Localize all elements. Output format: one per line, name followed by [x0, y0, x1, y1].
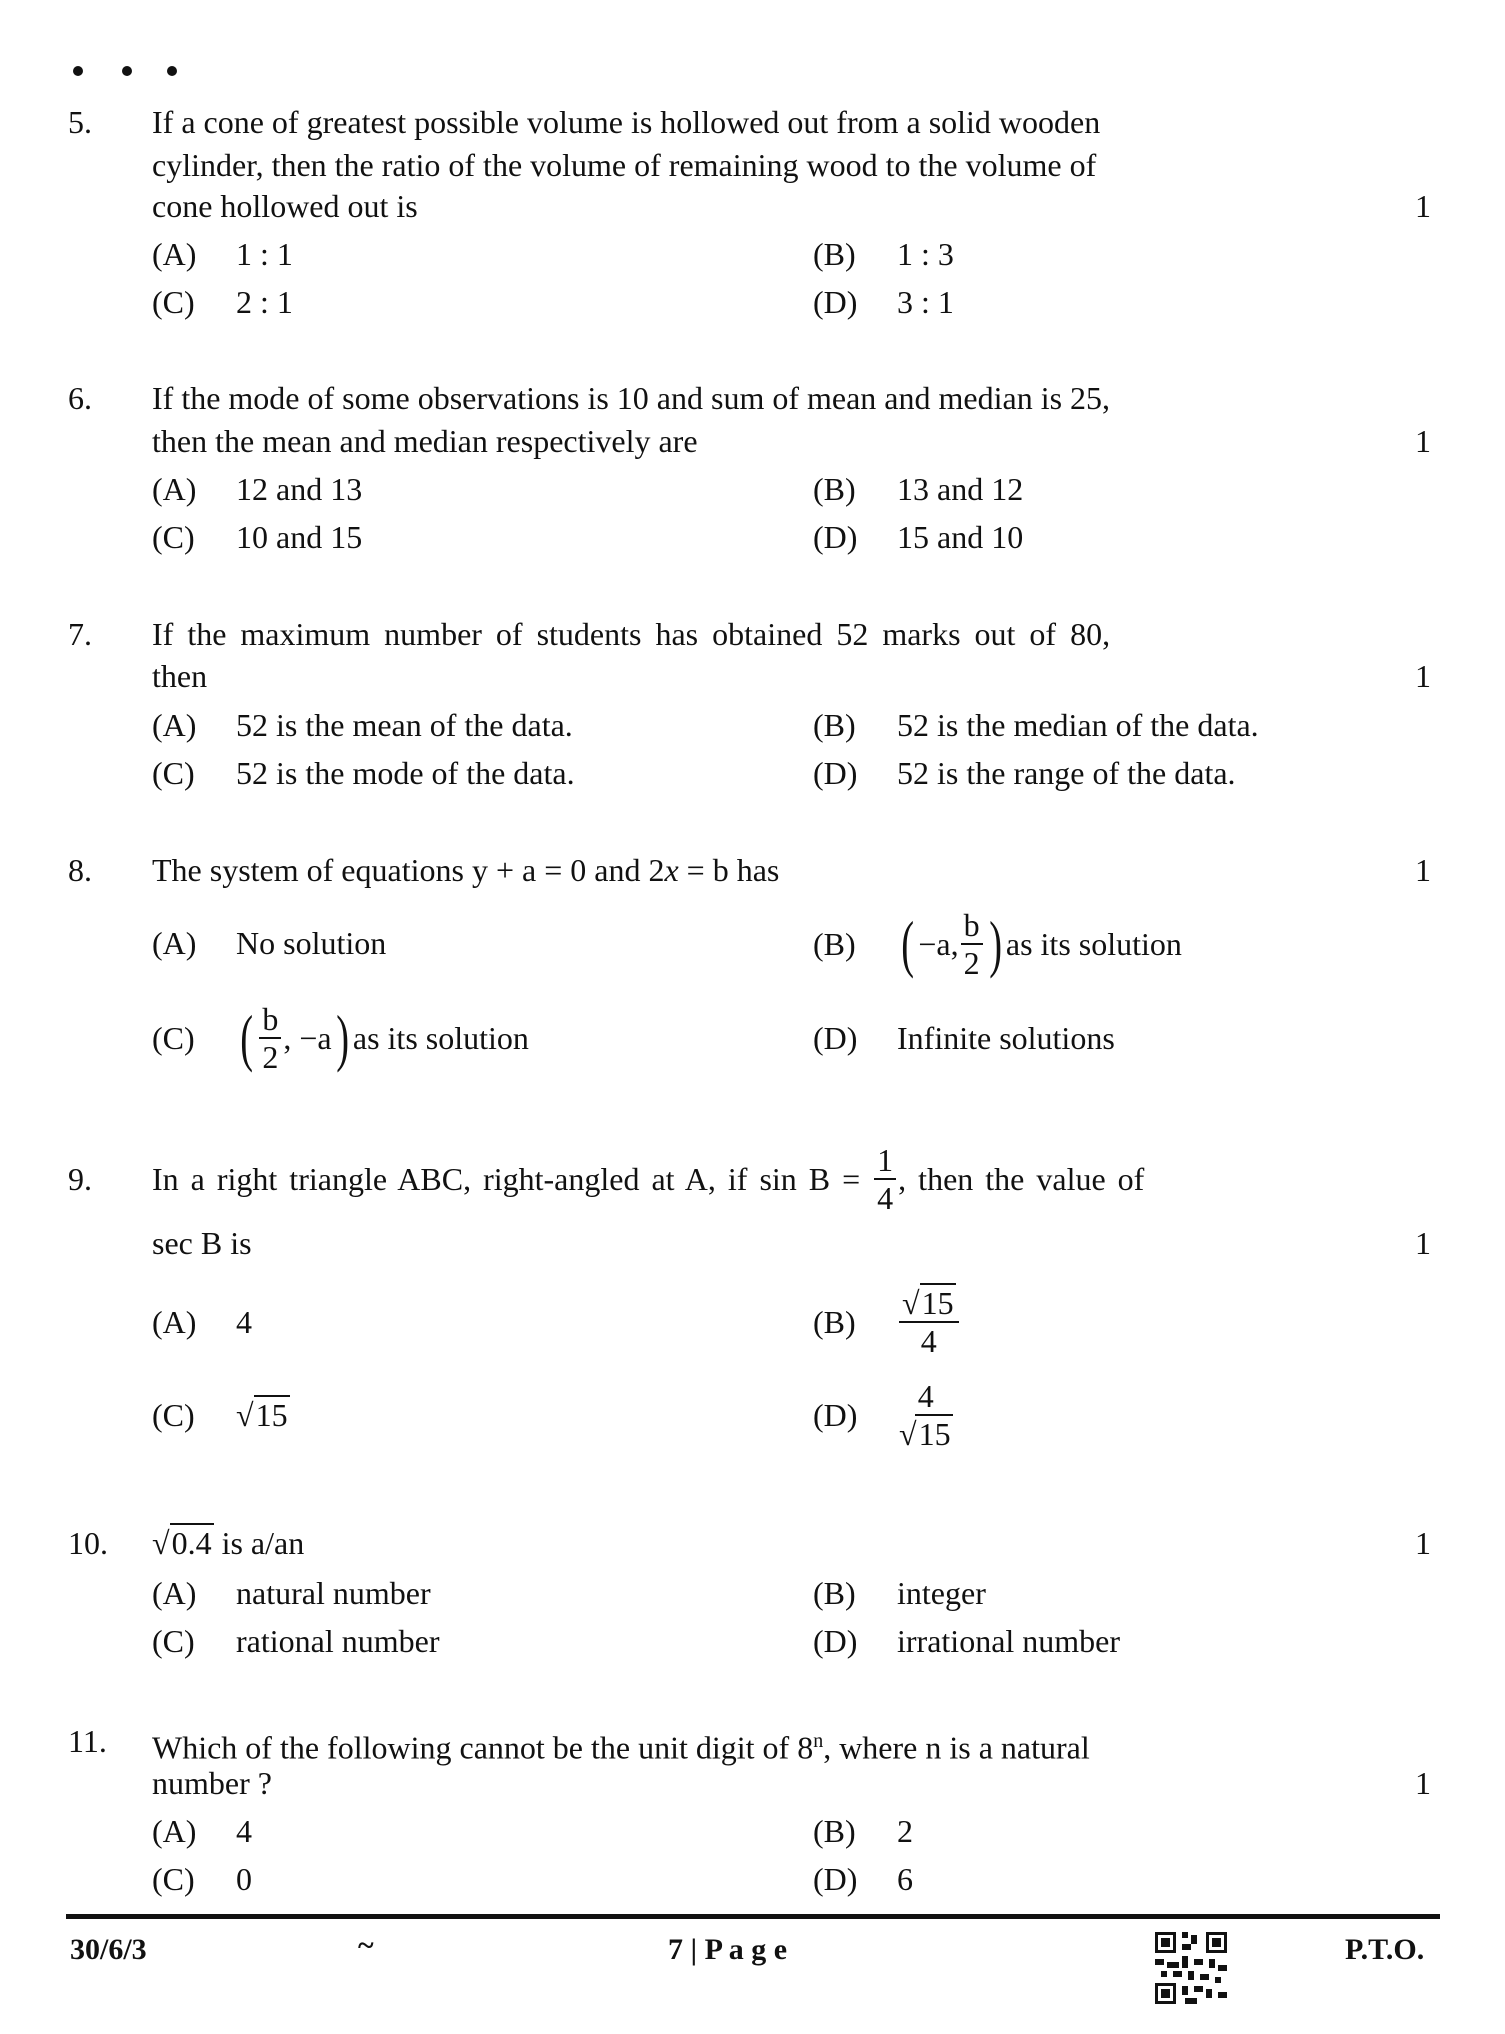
option-text: 4 [236, 1304, 252, 1340]
option-label: (D) [813, 519, 858, 555]
question-text-line [152, 1721, 1090, 1768]
option-b [813, 1811, 913, 1851]
fraction-denominator: 2 [963, 945, 980, 981]
marks: 1 [1415, 1765, 1431, 1801]
option-text: as its solution [352, 1020, 529, 1056]
left-paren: ( [240, 1002, 254, 1073]
page-number-value: 7 [668, 1933, 683, 1966]
question-text-line: cylinder, then the ratio of the volume of remaining wood to the volume of [152, 147, 1097, 183]
square-root: √15 [902, 1285, 954, 1321]
superscript: n [813, 1730, 824, 1752]
marker-dot [122, 66, 132, 76]
text-segment: = b has [678, 852, 780, 888]
option-b [813, 469, 1023, 509]
fraction [899, 1380, 953, 1450]
option-label: (B) [813, 1304, 856, 1340]
option-a [152, 1573, 431, 1613]
question-text-line [152, 1135, 1144, 1223]
tilde-mark: ~ [358, 1929, 374, 1962]
left-paren: ( [901, 908, 915, 979]
fraction-denominator [899, 1416, 953, 1450]
marks: 1 [1415, 658, 1431, 694]
fraction [259, 1003, 281, 1073]
fraction-denominator: 2 [262, 1039, 279, 1075]
fraction [899, 1287, 959, 1357]
option-a [152, 923, 386, 963]
fraction [874, 1144, 896, 1214]
question-number: 5. [68, 104, 92, 140]
option-label: (B) [813, 926, 856, 962]
option-d [813, 1859, 913, 1899]
question-text-line: cone hollowed out is [152, 188, 418, 224]
option-text: 6 [897, 1861, 913, 1897]
option-b [813, 900, 1182, 988]
question-text-line: If the mode of some observations is 10 and sum of mean and median is 25, [152, 380, 1111, 416]
square-root: √0.4 [152, 1525, 212, 1561]
option-a [152, 469, 362, 509]
question-text-line: number ? [152, 1765, 272, 1801]
text-segment: The system of equations y + a = 0 and 2 [152, 852, 665, 888]
option-c [152, 1621, 439, 1661]
option-c [152, 517, 362, 557]
question-text-line: If the maximum number of students has obtained 52 marks out of 80, [152, 616, 1111, 652]
option-c [152, 1395, 290, 1435]
option-d [813, 1371, 955, 1459]
option-text: 1 : 1 [236, 236, 293, 272]
option-label: (C) [152, 284, 195, 320]
option-text: 12 and 13 [236, 471, 363, 507]
option-c [152, 994, 529, 1082]
square-root: √15 [236, 1397, 288, 1433]
option-label: (A) [152, 925, 197, 961]
option-b [813, 234, 954, 274]
option-text: 52 is the median of the data. [897, 707, 1259, 743]
option-text: 0 [236, 1861, 252, 1897]
option-text: 2 [897, 1813, 913, 1849]
option-label: (A) [152, 236, 197, 272]
option-d [813, 1018, 1115, 1058]
option-label: (D) [813, 755, 858, 791]
marks: 1 [1415, 188, 1431, 224]
option-label: (C) [152, 519, 195, 555]
option-text: 1 : 3 [897, 236, 954, 272]
radicand: 15 [921, 1285, 954, 1321]
option-label: (A) [152, 1304, 197, 1340]
option-d [813, 753, 1236, 793]
option-b [813, 1573, 986, 1613]
option-b [813, 1278, 961, 1366]
option-text: 10 and 15 [236, 519, 363, 555]
fraction-numerator: b [961, 909, 983, 945]
option-a [152, 1302, 252, 1342]
option-label: (C) [152, 1623, 195, 1659]
marks: 1 [1415, 1225, 1431, 1261]
option-text: integer [897, 1575, 986, 1611]
option-b [813, 705, 1259, 745]
fraction-numerator: b [259, 1003, 281, 1039]
marks: 1 [1415, 852, 1431, 888]
option-a [152, 1811, 252, 1851]
marker-dot [73, 66, 83, 76]
question-number: 7. [68, 616, 92, 652]
question-text-line [152, 850, 779, 890]
fraction-denominator: 4 [920, 1323, 937, 1359]
option-text: rational number [236, 1623, 440, 1659]
radicand: 15 [918, 1416, 951, 1452]
marks: 1 [1415, 423, 1431, 459]
option-text: No solution [236, 925, 387, 961]
option-c [152, 1859, 252, 1899]
option-text: 4 [236, 1813, 252, 1849]
marker-dot [167, 66, 177, 76]
fraction-numerator: 1 [874, 1144, 896, 1180]
please-turn-over: P.T.O. [1345, 1933, 1425, 1966]
question-number: 9. [68, 1161, 92, 1197]
fraction-denominator: 4 [877, 1180, 894, 1216]
option-text: natural number [236, 1575, 431, 1611]
option-c [152, 282, 293, 322]
option-c [152, 753, 575, 793]
option-text: irrational number [897, 1623, 1121, 1659]
question-text-line: then [152, 658, 208, 694]
footer-divider [66, 1914, 1440, 1919]
option-d [813, 1621, 1120, 1661]
option-text: 13 and 12 [897, 471, 1024, 507]
option-label: (A) [152, 707, 197, 743]
marks: 1 [1415, 1525, 1431, 1561]
option-label: (C) [152, 1397, 195, 1433]
option-label: (A) [152, 1813, 197, 1849]
fraction [961, 909, 983, 979]
page-separator: | [690, 1933, 698, 1966]
option-text: Infinite solutions [897, 1020, 1115, 1056]
option-label: (C) [152, 755, 195, 791]
text-segment: In a right triangle ABC, right-angled at A, if sin B = [152, 1161, 861, 1197]
paper-code: 30/6/3 [70, 1933, 147, 1966]
option-text: 52 is the range of the data. [897, 755, 1236, 791]
option-text: 15 and 10 [897, 519, 1024, 555]
option-label: (A) [152, 1575, 197, 1611]
page-word: P a g e [704, 1933, 788, 1966]
option-label: (B) [813, 1575, 856, 1611]
math-variable: x [664, 852, 679, 888]
option-text: 3 : 1 [897, 284, 954, 320]
fraction-numerator: 4 [915, 1380, 937, 1416]
text-segment: Which of the following cannot be the unit digit of 8 [152, 1729, 814, 1766]
option-label: (D) [813, 1020, 858, 1056]
math-term: −a, [918, 926, 959, 962]
page-number [668, 1932, 787, 1968]
question-text-line [152, 1523, 304, 1563]
option-label: (D) [813, 1861, 858, 1897]
option-d [813, 517, 1023, 557]
right-paren: ) [335, 1002, 349, 1073]
text-segment: , where n is a natural [823, 1729, 1090, 1766]
question-number: 6. [68, 380, 92, 416]
math-term: , −a [283, 1020, 332, 1056]
option-label: (C) [152, 1861, 195, 1897]
option-label: (D) [813, 1397, 858, 1433]
option-label: (B) [813, 707, 856, 743]
question-text-line: If a cone of greatest possible volume is hollowed out from a solid wooden [152, 104, 1101, 140]
option-label: (B) [813, 1813, 856, 1849]
text-segment: is a/an [213, 1525, 305, 1561]
question-number: 11. [68, 1723, 107, 1759]
option-label: (A) [152, 471, 197, 507]
option-label: (D) [813, 284, 858, 320]
right-paren: ) [988, 908, 1002, 979]
option-label: (D) [813, 1623, 858, 1659]
question-number: 10. [68, 1525, 108, 1561]
option-label: (B) [813, 236, 856, 272]
qr-code-icon [1155, 1932, 1227, 2004]
option-label: (B) [813, 471, 856, 507]
question-text-line: sec B is [152, 1225, 252, 1261]
question-number: 8. [68, 852, 92, 888]
square-root: √15 [899, 1416, 951, 1452]
radicand: 15 [255, 1397, 288, 1433]
option-d [813, 282, 954, 322]
option-text: 52 is the mean of the data. [236, 707, 573, 743]
option-text: 2 : 1 [236, 284, 293, 320]
option-text: as its solution [1005, 926, 1182, 962]
question-text-line: then the mean and median respectively are [152, 423, 698, 459]
option-a [152, 234, 293, 274]
fraction-numerator [899, 1287, 959, 1323]
option-text: 52 is the mode of the data. [236, 755, 575, 791]
option-label: (C) [152, 1020, 195, 1056]
radicand: 0.4 [171, 1525, 212, 1561]
text-segment: , then the value of [898, 1161, 1145, 1197]
option-a [152, 705, 573, 745]
